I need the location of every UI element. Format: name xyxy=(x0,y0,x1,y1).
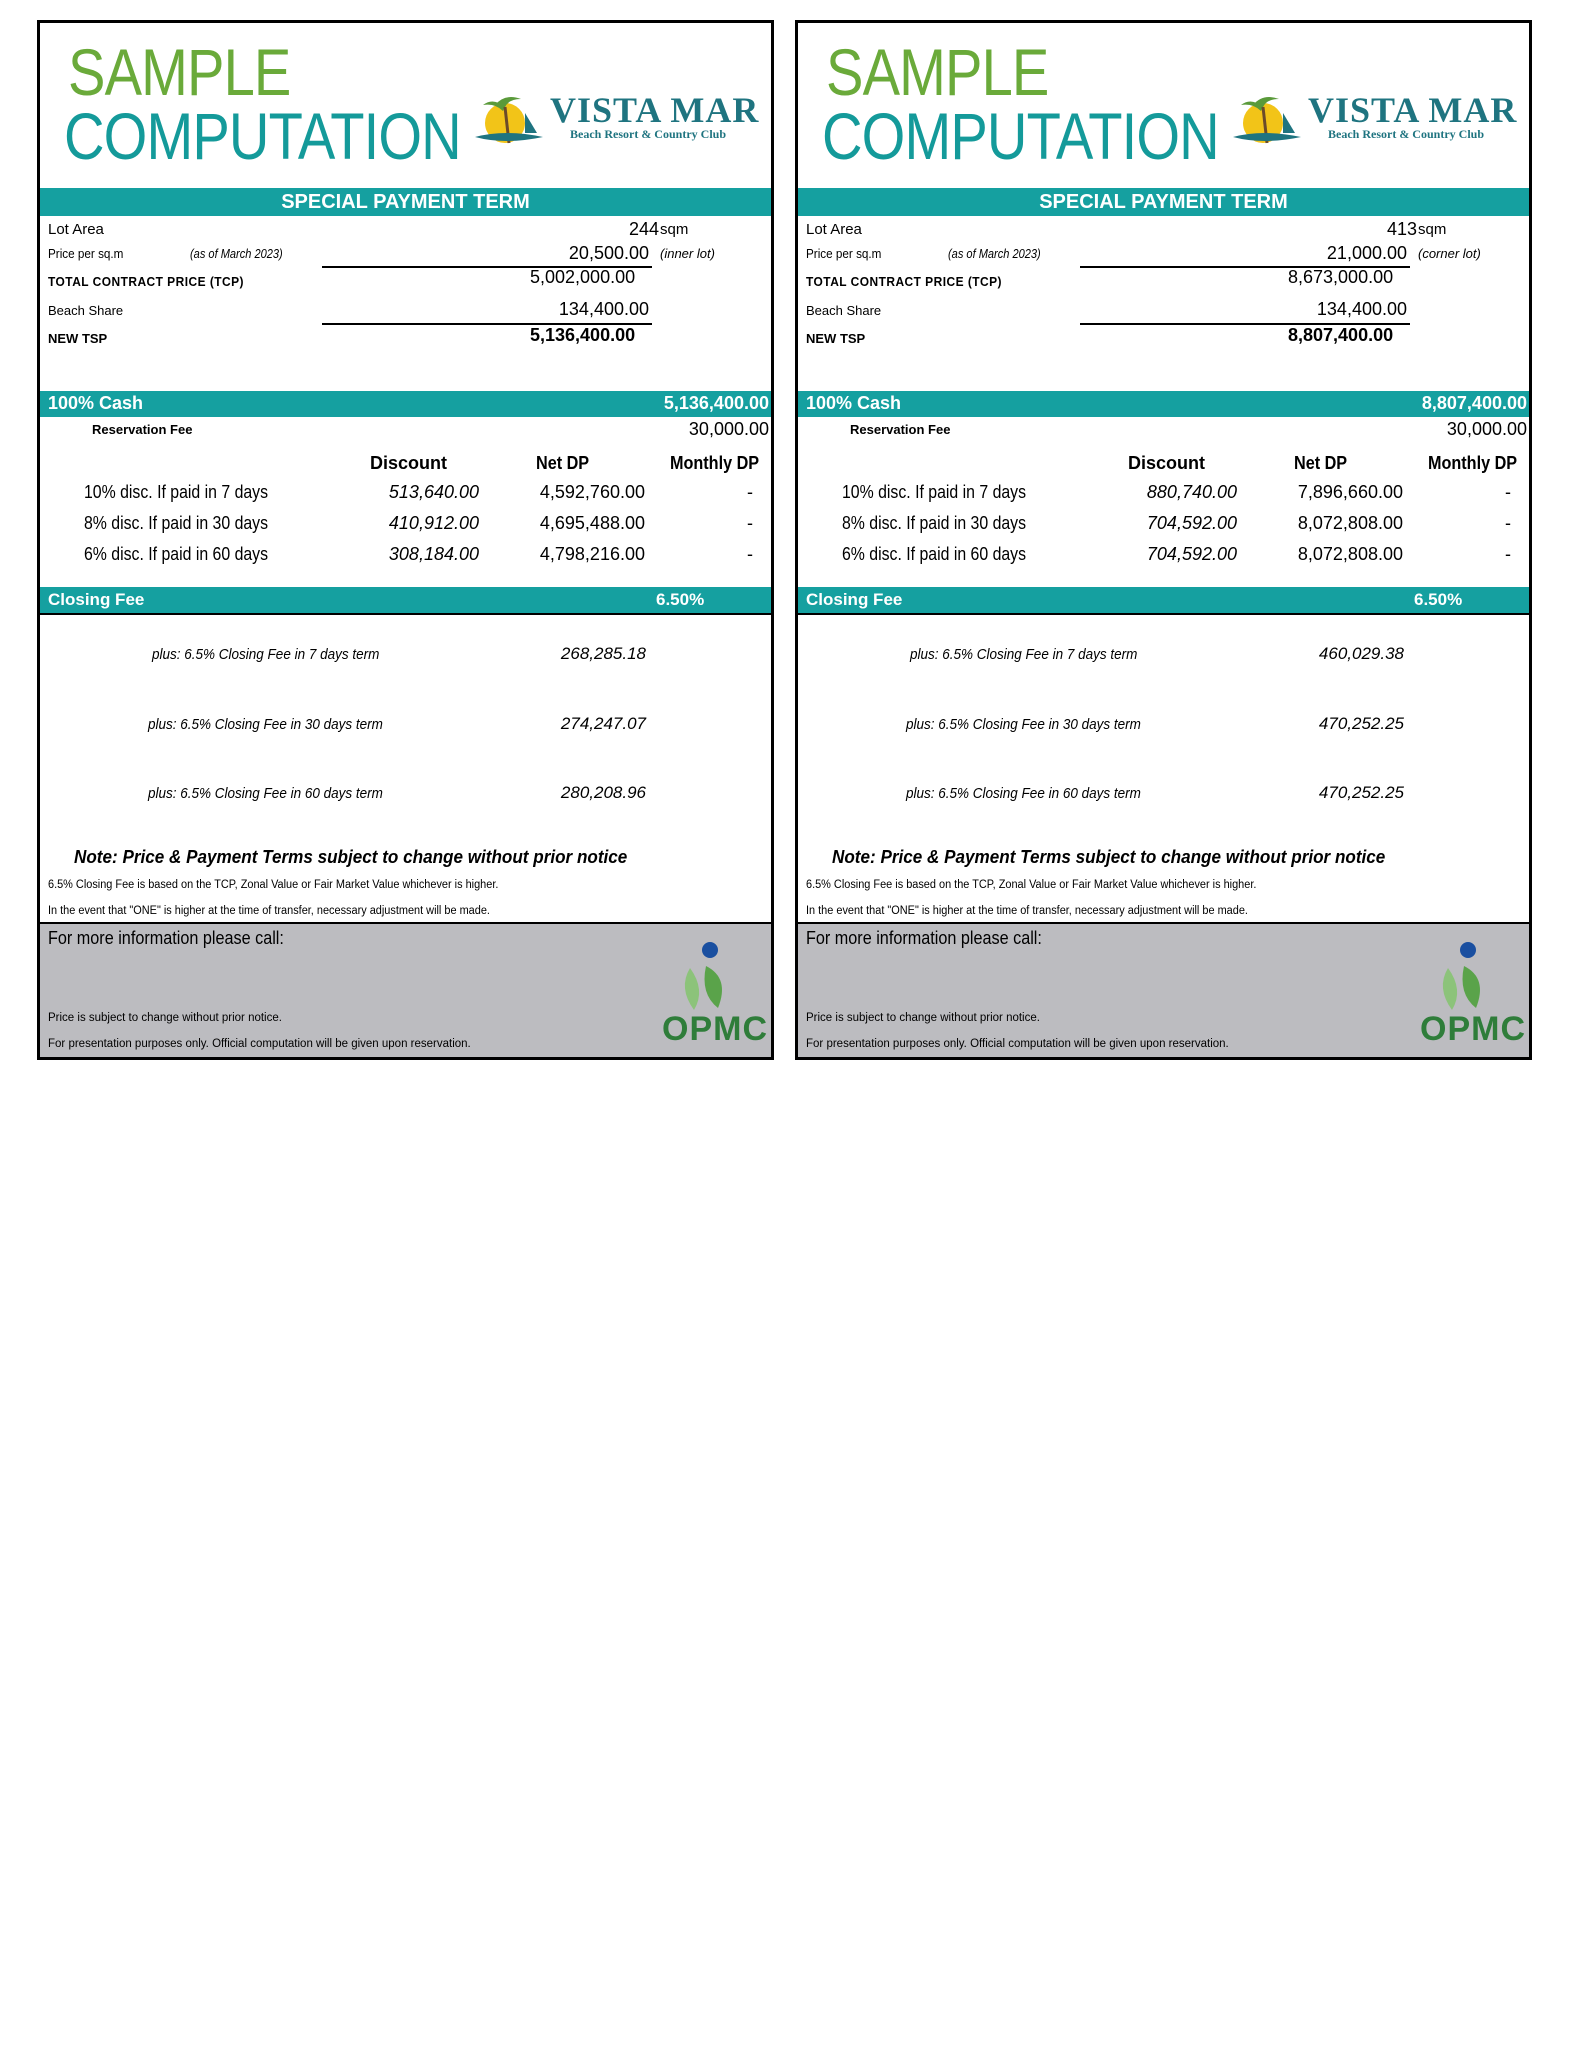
discount-amount: 513,640.00 xyxy=(388,482,479,502)
monthly-dp: - xyxy=(1505,544,1511,564)
lot-type: (inner lot) xyxy=(660,246,715,261)
lot-area-label: Lot Area xyxy=(48,221,104,238)
tcp-label: TOTAL CONTRACT PRICE (TCP) xyxy=(806,274,1003,289)
discount-term: 10% disc. If paid in 7 days xyxy=(842,482,1027,502)
discount-amount: 308,184.00 xyxy=(388,544,479,564)
net-dp: 7,896,660.00 xyxy=(1297,482,1403,502)
discount-term: 6% disc. If paid in 60 days xyxy=(842,544,1027,564)
sqm-unit: sqm xyxy=(1418,221,1447,238)
discount-term: 6% disc. If paid in 60 days xyxy=(84,544,269,564)
net-dp: 4,798,216.00 xyxy=(539,544,645,564)
contact-panel xyxy=(40,922,771,1057)
title-sample: SAMPLE xyxy=(68,35,291,109)
net-dp: 4,695,488.00 xyxy=(539,513,645,533)
price-per-sqm-label: Price per sq.m xyxy=(806,246,882,261)
logo-wordmark: VISTA MAR xyxy=(550,90,760,130)
note-line-2: In the event that "ONE" is higher at the time of transfer, necessary adjustment will be made. xyxy=(48,905,490,917)
closing-fee-rate: 6.50% xyxy=(1414,590,1463,609)
net-dp: 8,072,808.00 xyxy=(1297,513,1403,533)
tcp-value: 8,673,000.00 xyxy=(1288,267,1394,287)
discount-term: 8% disc. If paid in 30 days xyxy=(842,513,1027,533)
tcp-value: 5,002,000.00 xyxy=(530,267,636,287)
footer-line-2: For presentation purposes only. Official computation will be given upon reservation. xyxy=(806,1038,1229,1050)
closing-fee-30-label: plus: 6.5% Closing Fee in 30 days term xyxy=(906,716,1141,733)
reservation-fee-value: 30,000.00 xyxy=(688,419,769,439)
price-per-sqm-value: 21,000.00 xyxy=(1326,243,1407,263)
note-line-2: In the event that "ONE" is higher at the time of transfer, necessary adjustment will be made. xyxy=(806,905,1248,917)
closing-fee-band xyxy=(40,587,771,613)
as-of-date: (as of March 2023) xyxy=(190,246,283,261)
col-net-dp: Net DP xyxy=(536,453,590,473)
closing-fee-60-label: plus: 6.5% Closing Fee in 60 days term xyxy=(906,785,1141,802)
monthly-dp: - xyxy=(1505,482,1511,502)
closing-fee-band xyxy=(798,587,1529,613)
discount-amount: 410,912.00 xyxy=(388,513,479,533)
lot-type: (corner lot) xyxy=(1418,246,1481,261)
cash-total: 5,136,400.00 xyxy=(663,393,769,413)
beach-share-value: 134,400.00 xyxy=(558,299,649,319)
note-line-1: 6.5% Closing Fee is based on the TCP, Zonal Value or Fair Market Value whichever is higher. xyxy=(806,879,1257,891)
closing-fee-label: Closing Fee xyxy=(48,590,145,609)
new-tsp-label: NEW TSP xyxy=(48,331,108,346)
title-computation: COMPUTATION xyxy=(822,99,1219,173)
sqm-unit: sqm xyxy=(660,221,689,238)
cash-total: 8,807,400.00 xyxy=(1421,393,1527,413)
monthly-dp: - xyxy=(1505,513,1511,533)
opmc-logo-text: OPMC xyxy=(662,1010,768,1048)
logo-subtitle: Beach Resort & Country Club xyxy=(1328,127,1484,141)
net-dp: 4,592,760.00 xyxy=(539,482,645,502)
closing-fee-7-value: 460,029.38 xyxy=(1318,644,1404,663)
discount-amount: 704,592.00 xyxy=(1146,544,1237,564)
computation-sheet-corner-lot xyxy=(795,20,1532,1060)
reservation-fee-label: Reservation Fee xyxy=(92,422,193,437)
closing-fee-30-value: 470,252.25 xyxy=(1318,714,1404,733)
as-of-date: (as of March 2023) xyxy=(948,246,1041,261)
cash-band xyxy=(798,391,1529,417)
new-tsp-value: 5,136,400.00 xyxy=(530,325,636,345)
info-call-label: For more information please call: xyxy=(48,928,284,948)
cash-label: 100% Cash xyxy=(48,393,144,413)
beach-share-value: 134,400.00 xyxy=(1316,299,1407,319)
monthly-dp: - xyxy=(747,513,753,533)
price-per-sqm-label: Price per sq.m xyxy=(48,246,124,261)
new-tsp-label: NEW TSP xyxy=(806,331,866,346)
logo-wordmark: VISTA MAR xyxy=(1308,90,1518,130)
closing-fee-rate: 6.50% xyxy=(656,590,705,609)
note-disclaimer: Note: Price & Payment Terms subject to change without prior notice xyxy=(74,847,628,867)
lot-area-label: Lot Area xyxy=(806,221,862,238)
contact-panel xyxy=(798,922,1529,1057)
discount-amount: 704,592.00 xyxy=(1146,513,1237,533)
cash-band xyxy=(40,391,771,417)
closing-fee-60-label: plus: 6.5% Closing Fee in 60 days term xyxy=(148,785,383,802)
monthly-dp: - xyxy=(747,544,753,564)
discount-amount: 880,740.00 xyxy=(1146,482,1237,502)
computation-sheet-inner-lot xyxy=(37,20,774,1060)
closing-fee-label: Closing Fee xyxy=(806,590,903,609)
title-computation: COMPUTATION xyxy=(64,99,461,173)
closing-fee-7-label: plus: 6.5% Closing Fee in 7 days term xyxy=(910,646,1138,663)
col-discount: Discount xyxy=(370,453,448,473)
monthly-dp: - xyxy=(747,482,753,502)
net-dp: 8,072,808.00 xyxy=(1297,544,1403,564)
reservation-fee-value: 30,000.00 xyxy=(1446,419,1527,439)
opmc-leaf-icon xyxy=(1428,938,1498,1016)
closing-fee-30-value: 274,247.07 xyxy=(560,714,646,733)
note-disclaimer: Note: Price & Payment Terms subject to change without prior notice xyxy=(832,847,1386,867)
closing-fee-30-label: plus: 6.5% Closing Fee in 30 days term xyxy=(148,716,383,733)
closing-fee-7-value: 268,285.18 xyxy=(560,644,646,663)
special-payment-term-band: SPECIAL PAYMENT TERM xyxy=(798,188,1529,216)
lot-area-value: 244 xyxy=(628,219,659,239)
closing-fee-7-label: plus: 6.5% Closing Fee in 7 days term xyxy=(152,646,380,663)
title-sample: SAMPLE xyxy=(826,35,1049,109)
opmc-leaf-icon xyxy=(670,938,740,1016)
closing-fee-60-value: 280,208.96 xyxy=(560,783,646,802)
special-payment-term-band: SPECIAL PAYMENT TERM xyxy=(40,188,771,216)
col-discount: Discount xyxy=(1128,453,1206,473)
beach-share-label: Beach Share xyxy=(806,303,882,318)
footer-line-1: Price is subject to change without prior notice. xyxy=(806,1012,1040,1024)
col-monthly-dp: Monthly DP xyxy=(670,453,760,473)
cash-label: 100% Cash xyxy=(806,393,902,413)
closing-fee-60-value: 470,252.25 xyxy=(1318,783,1404,802)
footer-line-1: Price is subject to change without prior notice. xyxy=(48,1012,282,1024)
footer-line-2: For presentation purposes only. Official computation will be given upon reservation. xyxy=(48,1038,471,1050)
col-monthly-dp: Monthly DP xyxy=(1428,453,1518,473)
note-line-1: 6.5% Closing Fee is based on the TCP, Zonal Value or Fair Market Value whichever is higher. xyxy=(48,879,499,891)
opmc-logo-text: OPMC xyxy=(1420,1010,1526,1048)
reservation-fee-label: Reservation Fee xyxy=(850,422,951,437)
col-net-dp: Net DP xyxy=(1294,453,1348,473)
discount-term: 8% disc. If paid in 30 days xyxy=(84,513,269,533)
tcp-label: TOTAL CONTRACT PRICE (TCP) xyxy=(48,274,245,289)
discount-term: 10% disc. If paid in 7 days xyxy=(84,482,269,502)
lot-area-value: 413 xyxy=(1386,219,1417,239)
beach-share-label: Beach Share xyxy=(48,303,124,318)
logo-subtitle: Beach Resort & Country Club xyxy=(570,127,726,141)
price-per-sqm-value: 20,500.00 xyxy=(568,243,649,263)
new-tsp-value: 8,807,400.00 xyxy=(1288,325,1394,345)
info-call-label: For more information please call: xyxy=(806,928,1042,948)
